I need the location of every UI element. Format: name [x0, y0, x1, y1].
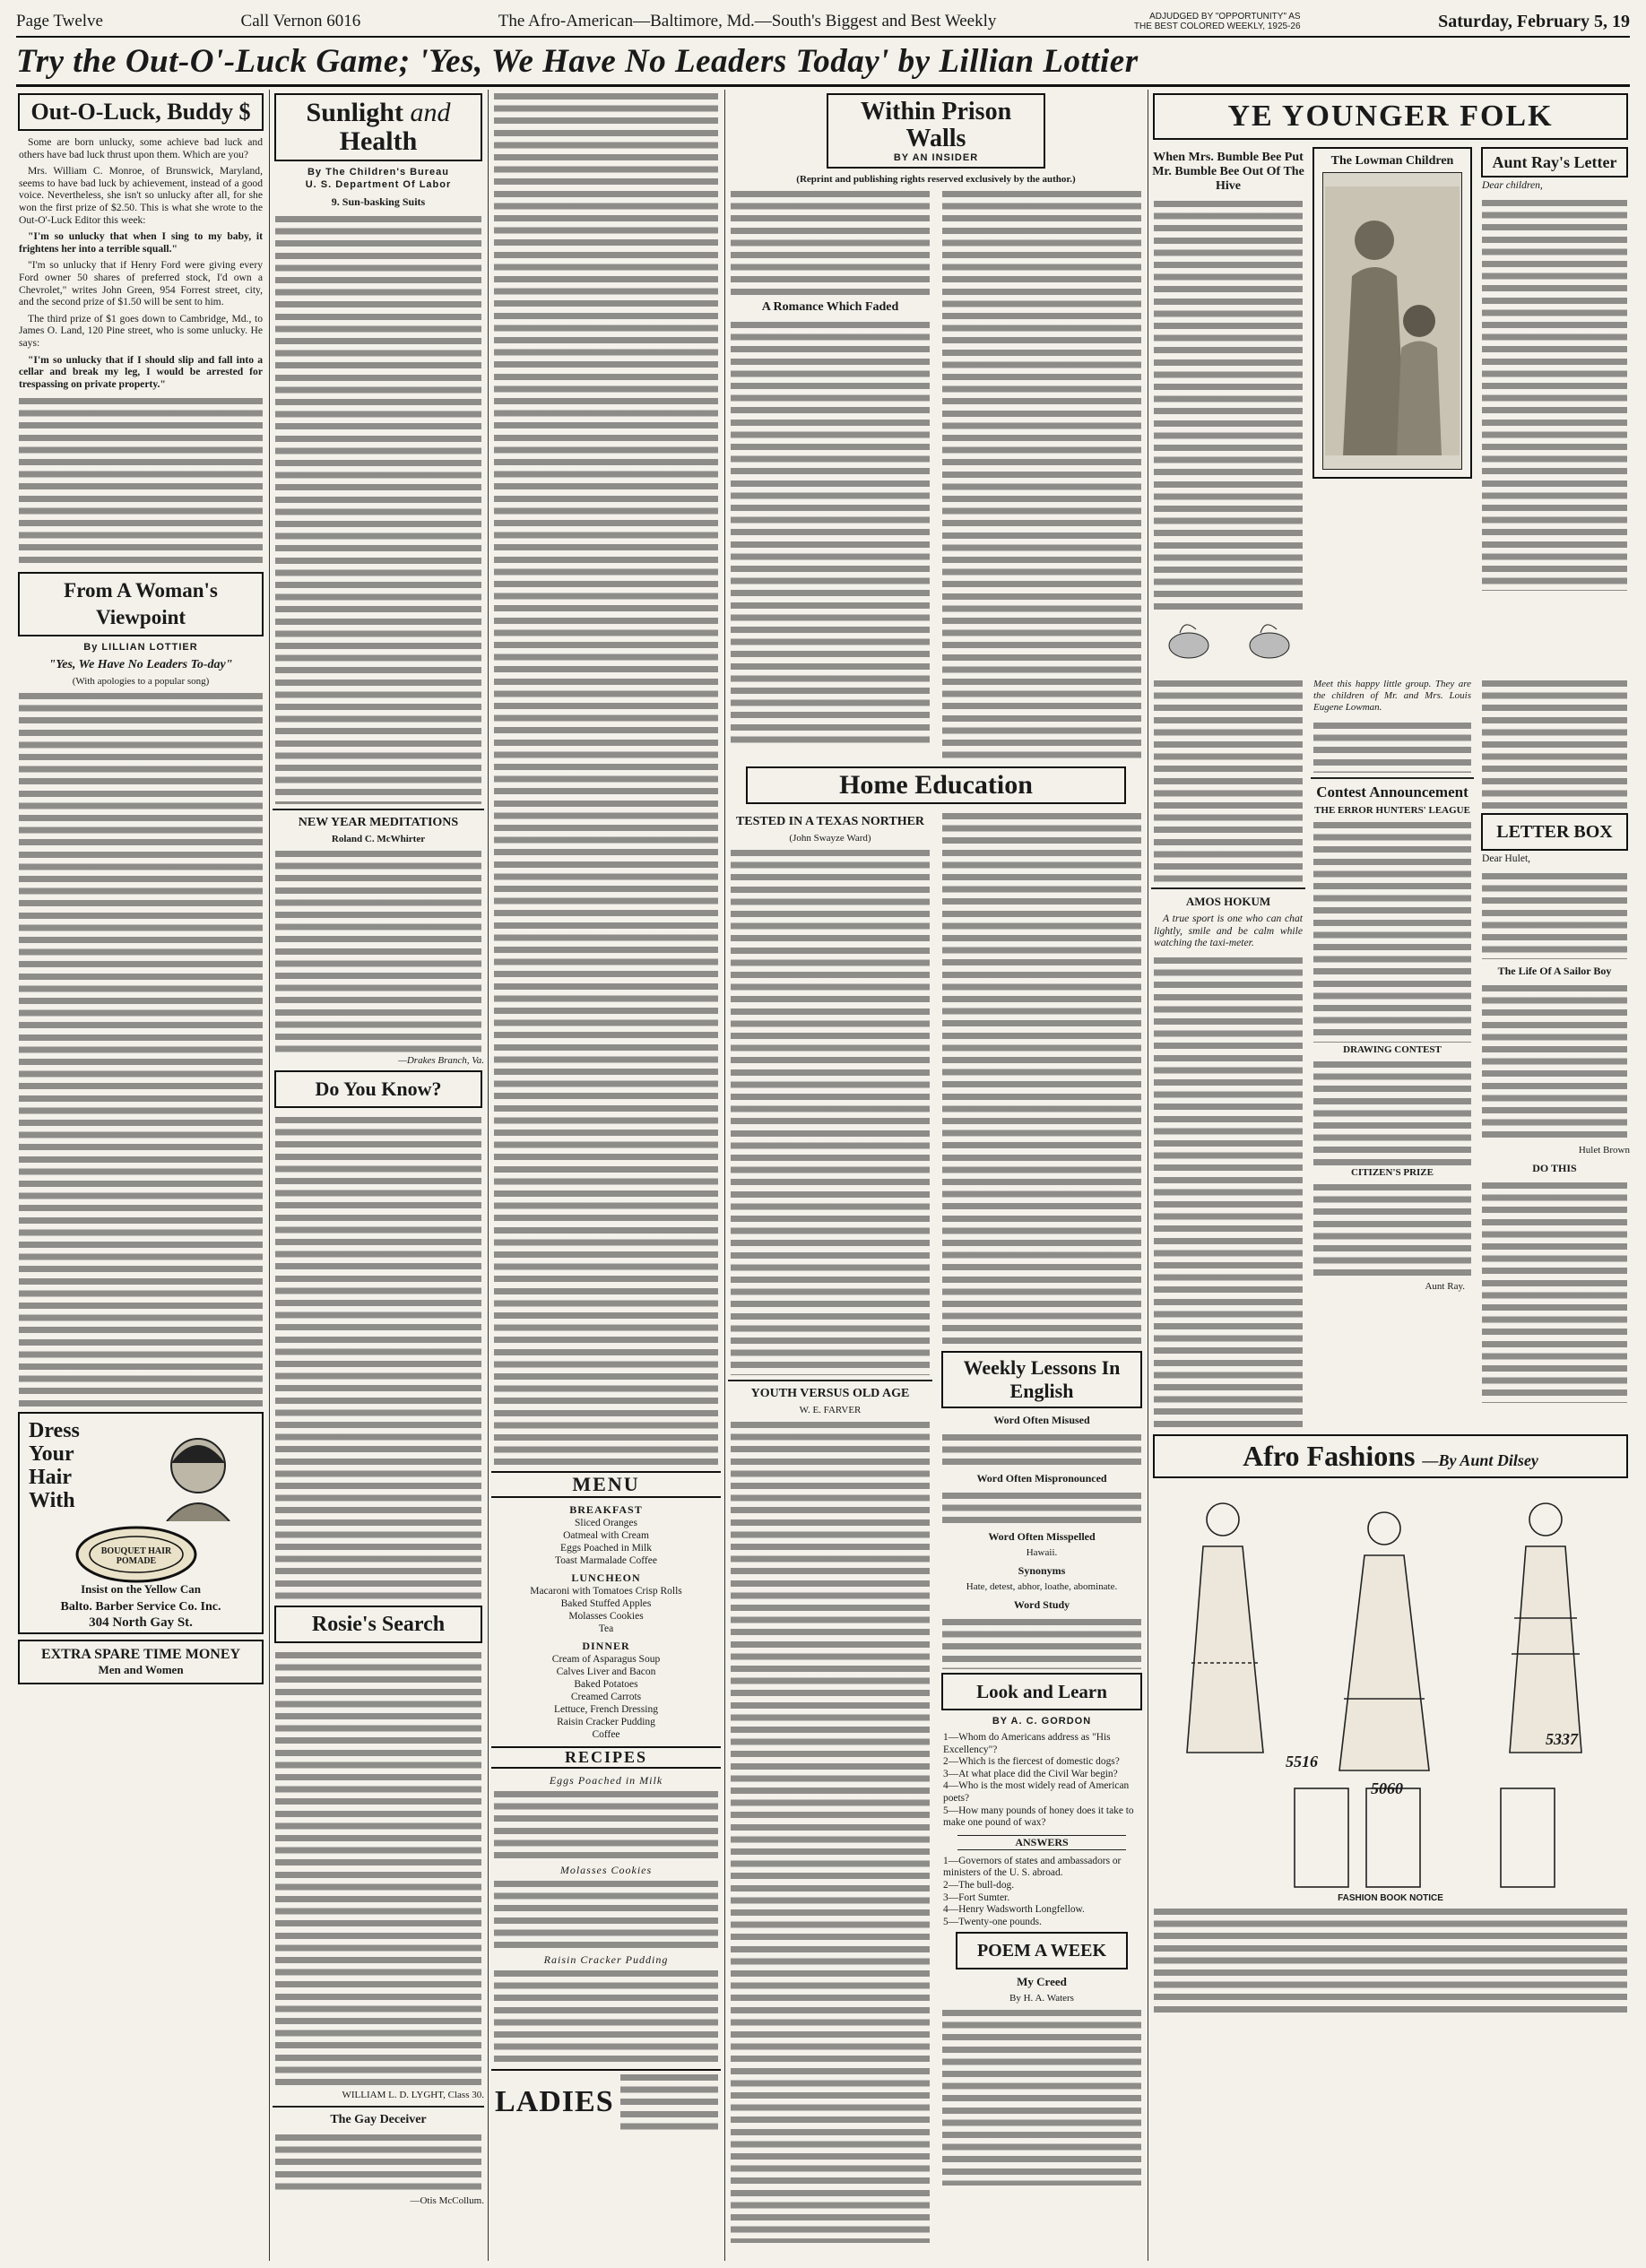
menu-title: MENU: [491, 1471, 721, 1498]
younger-folk-columns: [1151, 145, 1630, 610]
texas-col-a: [728, 809, 932, 2243]
prison-body-a: [731, 318, 930, 749]
sunlight-body-text: [275, 212, 481, 804]
sailor-title: The Life Of A Sailor Boy: [1497, 964, 1612, 977]
do-you-know-title: Do You Know?: [315, 1078, 442, 1100]
weekly-lessons-title: Weekly Lessons In English: [963, 1356, 1121, 1402]
list-item: 3—Fort Sumter.: [943, 1891, 1010, 1903]
bee-story-continued: [1154, 677, 1303, 883]
barber-address: 304 North Gay St.: [89, 1615, 193, 1631]
prison-col-b: [940, 187, 1144, 761]
word-mispronounced-head: Word Often Mispronounced: [976, 1472, 1107, 1485]
amos-title: AMOS HOKUM: [1185, 895, 1271, 908]
texas-columns: [728, 809, 1144, 2243]
sailor-verse: [1482, 982, 1627, 1143]
outoluck-quote-3: "I'm so unlucky that if I should slip and fall into a cellar and break my leg, I would be arrested for trespassing on private property.": [19, 353, 263, 390]
recipe-eggs-title: Eggs Poached in Milk: [549, 1774, 663, 1787]
meditations-title: NEW YEAR MEDITATIONS: [298, 816, 459, 829]
word-study-head: Word Study: [1013, 1598, 1070, 1611]
spare-money-sub: Men and Women: [98, 1663, 184, 1677]
pomade-ad-headline: Dress Your Hair With: [29, 1419, 80, 1513]
col-5-lower: [940, 809, 1144, 2243]
dear-children: Dear children,: [1482, 179, 1543, 191]
prison-col-a: [728, 187, 932, 761]
prison-editor-note: [731, 187, 930, 295]
prison-subhead: A Romance Which Faded: [761, 300, 899, 314]
texas-title: TESTED IN A TEXAS NORTHER: [735, 815, 925, 828]
letter-box-title: LETTER BOX: [1496, 822, 1613, 842]
letter-box-frame: [1481, 813, 1628, 851]
aunt-letter-title: Aunt Ray's Letter: [1492, 153, 1617, 171]
error-league-head: THE ERROR HUNTERS' LEAGUE: [1314, 805, 1470, 816]
letter-box-col: [1479, 677, 1630, 1429]
youth-title: YOUTH VERSUS OLD AGE: [750, 1387, 910, 1400]
pattern-number: 5337: [1546, 1729, 1578, 1748]
divider: [1151, 887, 1305, 889]
newspaper-page: [16, 7, 1630, 2261]
amos-body: [1154, 954, 1303, 1429]
outoluck-quote-1: "I'm so unlucky that when I sing to my baby, it frightens her into a terrible squall.": [19, 230, 263, 255]
column-4-5: [728, 90, 1144, 2261]
youth-byline: W. E. FARVER: [799, 1405, 862, 1415]
sunlight-byline-1: By The Children's Bureau: [307, 167, 450, 177]
prison-title: Within Prison Walls: [860, 98, 1012, 152]
gay-deceiver-text: [275, 2131, 481, 2194]
sunlight-subhead: 9. Sun-basking Suits: [331, 195, 426, 208]
gay-deceiver-title: The Gay Deceiver: [330, 2113, 427, 2126]
viewpoint-byline: By LILLIAN LOTTIER: [83, 642, 198, 654]
answer-list: [940, 1856, 1144, 1929]
rosie-credit: WILLIAM L. D. LYGHT, Class 30.: [342, 2090, 484, 2100]
bee-story-col: [1151, 145, 1305, 610]
look-learn-byline: BY A. C. GORDON: [992, 1716, 1092, 1727]
poem-week-title: POEM A WEEK: [976, 1941, 1107, 1961]
fashion-notice-text: [1154, 1905, 1627, 2013]
meditations-credit: —Drakes Branch, Va.: [398, 1055, 484, 1066]
pattern-number: 5516: [1286, 1752, 1318, 1770]
lowman-photo: [1322, 172, 1462, 470]
list-item: 5—Twenty-one pounds.: [943, 1916, 1042, 1927]
youth-body: [731, 1418, 930, 2243]
pattern-number: 5060: [1371, 1779, 1403, 1797]
menu-breakfast: BREAKFAST: [569, 1503, 643, 1516]
menu-breakfast-items: Sliced Oranges Oatmeal with Cream Eggs Poached in Milk Toast Marmalade Coffee: [555, 1518, 657, 1566]
outoluck-box: [18, 93, 264, 131]
column-6-7: [1151, 90, 1630, 2261]
column-2: [273, 90, 484, 2261]
do-you-know-body-text: [275, 1113, 481, 1602]
ladies-ad-text: [620, 2071, 718, 2134]
lowman-caption-text: [1313, 719, 1471, 773]
barber-company: Balto. Barber Service Co. Inc.: [60, 1600, 221, 1614]
fashions-header: [1160, 1440, 1621, 1473]
prison-columns: [728, 187, 1144, 761]
look-learn-box: [941, 1673, 1142, 1710]
aunt-ray-sign: Aunt Ray.: [1425, 1281, 1465, 1292]
viewpoint-headline: "Yes, We Have No Leaders To-day": [48, 658, 233, 672]
adjudged-note: ADJUDGED BY "OPPORTUNITY" AS THE BEST COLORED WEEKLY, 1925-26: [1133, 12, 1301, 31]
dear-hulet: Dear Hulet,: [1482, 853, 1531, 864]
aunt-letter-col: [1479, 145, 1630, 610]
question-list: [940, 1732, 1144, 1830]
column-rule: [488, 90, 489, 2261]
call-number: Call Vernon 6016: [240, 12, 361, 30]
do-you-know-box: [274, 1070, 482, 1108]
bee-story-title: When Mrs. Bumble Bee Put Mr. Bumble Bee Out Of The Hive: [1152, 151, 1304, 193]
prison-byline: BY AN INSIDER: [893, 152, 979, 163]
aunt-letter-continued: [1482, 677, 1627, 811]
home-education-title: Home Education: [839, 770, 1033, 800]
viewpoint-title: From A Woman's Viewpoint: [64, 579, 218, 629]
prison-body-b: [942, 187, 1141, 761]
list-item: 5—How many pounds of honey does it take to make one pound of wax?: [943, 1805, 1134, 1829]
paper-name: The Afro-American—Baltimore, Md.—South's Biggest and Best Weekly: [498, 12, 997, 30]
menu-luncheon-items: Macaroni with Tomatoes Crisp Rolls Baked Stuffed Apples Molasses Cookies Tea: [530, 1586, 682, 1634]
word-misspelled-value: Hawaii.: [1026, 1547, 1058, 1558]
texas-body-a: [731, 846, 930, 1375]
folio-line: [16, 7, 1630, 38]
creed-title: My Creed: [1017, 1975, 1067, 1989]
weekly-lessons-box: [941, 1351, 1142, 1408]
recipe-pudding-text: [494, 1967, 718, 2065]
look-learn-title: Look and Learn: [976, 1681, 1107, 1702]
lowman-box: [1312, 147, 1472, 479]
viewpoint-body-text: [19, 689, 263, 1407]
divider: [728, 1380, 932, 1381]
fashions-byline: —By Aunt Dilsey: [1422, 1450, 1538, 1469]
contest-body: [1313, 818, 1471, 1043]
page-banner-headline: Try the Out-O'-Luck Game; 'Yes, We Have No Leaders Today' by Lillian Lottier: [16, 38, 1630, 87]
home-ed-box: [746, 766, 1126, 804]
column-grid: [16, 90, 1630, 2261]
creed-verse: [942, 2006, 1141, 2186]
aunt-letter-text: [1482, 196, 1627, 591]
aunt-letter-box: [1481, 147, 1628, 177]
texas-body-b: [942, 809, 1141, 1347]
pomade-can-label: BOUQUET HAIR POMADE: [100, 1546, 172, 1567]
divider: [273, 809, 484, 810]
children-photo-icon: [1325, 186, 1460, 455]
outoluck-body-text: [19, 394, 263, 565]
drawing-contest-body: [1313, 1058, 1471, 1165]
sunlight-title: Sunlight and Health: [306, 98, 451, 156]
outoluck-second: "I'm so unlucky that if Henry Ford were giving every Ford owner 50 shares of preferred stock, I'd own a Chevrolet," writes John Green, 954 Forrest street, city, and the second prize of $1.50 will be sent to him.: [19, 259, 263, 308]
recipe-eggs-text: [494, 1788, 718, 1859]
fashion-notice: FASHION BOOK NOTICE: [1338, 1892, 1443, 1903]
sunlight-byline-2: U. S. Department Of Labor: [305, 179, 452, 190]
list-item: 2—Which is the fiercest of domestic dogs?: [943, 1756, 1120, 1768]
fashions-title: Afro Fashions: [1243, 1439, 1416, 1472]
divider: [1311, 777, 1474, 779]
meditations-verse-text: [275, 847, 481, 1053]
column-3: [491, 90, 721, 2261]
lowman-col: [1311, 145, 1474, 610]
list-item: 4—Henry Wadsworth Longfellow.: [943, 1904, 1085, 1916]
prison-rights: (Reprint and publishing rights reserved exclusively by the author.): [796, 174, 1076, 185]
menu-luncheon: LUNCHEON: [571, 1571, 641, 1584]
column-1: [16, 90, 265, 2261]
rosie-box: [274, 1606, 482, 1643]
recipes-title: RECIPES: [491, 1746, 721, 1769]
lowman-caption: Meet this happy little group. They are the children of Mr. and Mrs. Louis Eugene Lowman.: [1313, 679, 1471, 713]
word-misspelled-head: Word Often Misspelled: [988, 1530, 1096, 1543]
contest-title: Contest Announcement: [1316, 783, 1468, 801]
do-this-verse: [1482, 1179, 1627, 1403]
list-item: 1—Governors of states and ambassadors or ministers of the U. S. abroad.: [943, 1855, 1122, 1879]
sunlight-continued-text: [494, 90, 718, 1466]
viewpoint-box: [18, 572, 264, 636]
fashions-box: [1153, 1434, 1628, 1478]
synonyms-head: Synonyms: [1018, 1564, 1066, 1577]
viewpoint-subhead: (With apologies to a popular song): [72, 676, 210, 688]
texas-byline: (John Swayze Ward): [789, 833, 871, 844]
pomade-ad: [18, 1412, 264, 1634]
fashion-illustrations: [1151, 1484, 1630, 1905]
creed-byline: By H. A. Waters: [1009, 1993, 1074, 2004]
divider: [273, 2106, 484, 2108]
woman-portrait-icon: [149, 1423, 247, 1521]
fashion-drawings-icon: [1151, 1484, 1626, 1905]
sunlight-box: [274, 93, 482, 161]
ladies-ad-title: LADIES: [495, 2085, 614, 2118]
answers-head: ANSWERS: [957, 1835, 1126, 1850]
word-misused-head: Word Often Misused: [993, 1414, 1090, 1426]
prison-box: [827, 93, 1045, 169]
bee-illustration-icon: [1153, 610, 1305, 672]
yellow-can-line: Insist on the Yellow Can: [81, 1582, 201, 1597]
outoluck-intro: Some are born unlucky, some achieve bad luck and others have bad luck thrust upon them. Which are you?: [19, 136, 263, 160]
lowman-title: The Lowman Children: [1330, 154, 1454, 168]
list-item: 3—At what place did the Civil War begin?: [943, 1768, 1118, 1779]
menu-dinner: DINNER: [582, 1640, 630, 1652]
ladies-ad: [491, 2069, 721, 2134]
meditations-author: Roland C. McWhirter: [331, 834, 426, 844]
younger-folk-box: [1153, 93, 1628, 140]
column-rule: [724, 90, 725, 2261]
list-item: 1—Whom do Americans address as "His Excellency"?: [943, 1732, 1111, 1755]
column-rule: [269, 90, 270, 2261]
do-this-title: DO THIS: [1532, 1161, 1577, 1174]
spare-money-title: EXTRA SPARE TIME MONEY: [40, 1647, 241, 1663]
outoluck-third: The third prize of $1 goes down to Cambridge, Md., to James O. Land, 120 Pine street, who is some unlucky. He says:: [19, 312, 263, 349]
bee-story-text: [1154, 197, 1303, 610]
page-number: Page Twelve: [16, 12, 103, 30]
list-item: 2—The bull-dog.: [943, 1879, 1015, 1891]
recipe-cookies-title: Molasses Cookies: [559, 1864, 653, 1876]
drawing-contest-head: DRAWING CONTEST: [1343, 1044, 1442, 1055]
gay-deceiver-credit: —Otis McCollum.: [410, 2195, 484, 2206]
outoluck-winner: Mrs. William C. Monroe, of Brunswick, Maryland, seems to have bad luck by achievement, instead of a good voice. Nevertheless, she isn't so unlucky after all, for she won the first prize of $2.50. This is what she wrote to the Out-O'-Luck Editor this week:: [19, 165, 263, 226]
spare-money-ad: [18, 1640, 264, 1684]
recipe-cookies-text: [494, 1877, 718, 1949]
synonyms-list: Hate, detest, abhor, loathe, abominate.: [966, 1581, 1118, 1592]
younger-folk-lower: [1151, 677, 1630, 1429]
contest-announce-col: [1311, 677, 1474, 1429]
amos-lead: A true sport is one who can chat lightly, smile and be calm while watching the taxi-meter.: [1154, 913, 1303, 949]
menu-dinner-items: Cream of Asparagus Soup Calves Liver and Bacon Baked Potatoes Creamed Carrots Lettuce, French Dressing Raisin Cracker Pudding Coffee: [551, 1654, 661, 1740]
poem-week-box: [956, 1932, 1128, 1969]
letter-box-text: [1482, 870, 1627, 959]
sailor-credit: Hulet Brown: [1578, 1144, 1630, 1156]
citizens-prize-head: CITIZEN'S PRIZE: [1350, 1167, 1434, 1178]
list-item: 4—Who is the most widely read of American poets?: [943, 1780, 1130, 1804]
rosie-verse-text: [275, 1649, 481, 2088]
contest-col: [1151, 677, 1305, 1429]
recipe-pudding-title: Raisin Cracker Pudding: [543, 1953, 669, 1966]
younger-folk-title: YE YOUNGER FOLK: [1227, 100, 1554, 133]
rosie-title: Rosie's Search: [311, 1613, 446, 1636]
word-study-text: [942, 1615, 1141, 1669]
issue-date: Saturday, February 5, 19: [1438, 11, 1630, 31]
word-mispronounced-text: [942, 1489, 1141, 1525]
outoluck-title: Out-O-Luck, Buddy $: [30, 99, 251, 125]
word-misused-text: [942, 1431, 1141, 1467]
citizens-prize-body: [1313, 1181, 1471, 1279]
